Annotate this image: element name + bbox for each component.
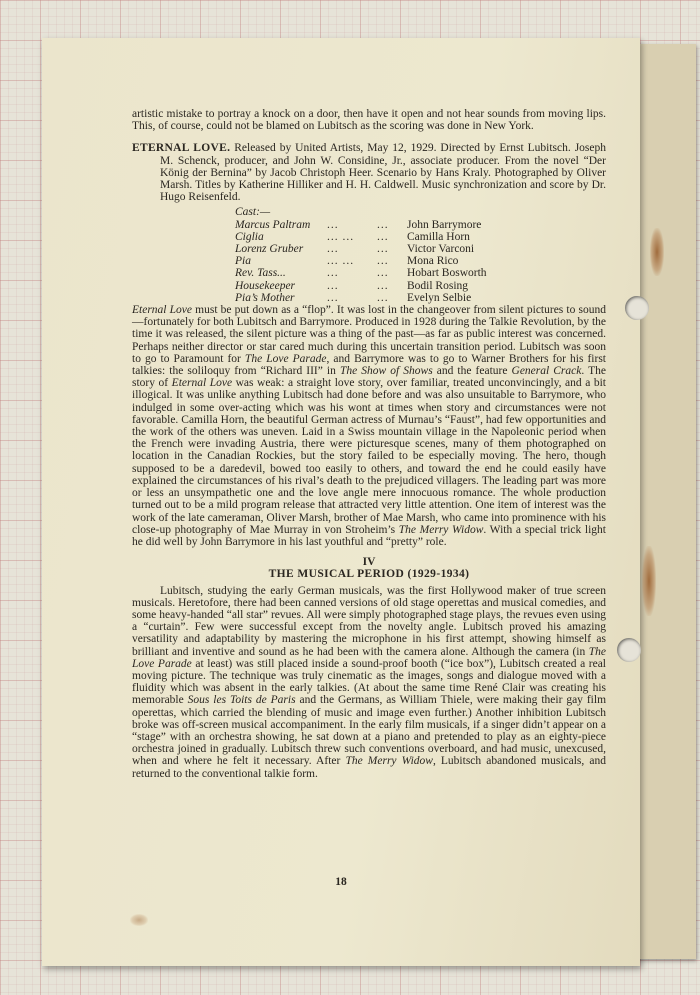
cast-row xyxy=(132,292,606,304)
cast-actor: Victor Varconi xyxy=(407,243,475,256)
cast-role: Lorenz Gruber xyxy=(235,243,304,256)
film-entry xyxy=(132,142,606,203)
cast-row xyxy=(132,243,606,255)
film-credits: Directed by Ernst Lubitsch. Joseph M. Schenck, producer, and John W. Considine, Jr., associate producer. From the novel “Der König der Bernina” by Jacob Christoph Heer. Scenario by Hans Kraly. Photographed by Oliver Marsh. Titles by Katherine Hilliker and H. H. Caldwell. Music synchronization and score by Dr. Hugo Reisenfeld. xyxy=(160,142,606,204)
cast-actor: Evelyn Selbie xyxy=(407,291,472,304)
book-page xyxy=(42,38,640,966)
cast-row xyxy=(132,280,606,292)
cast-label: Cast:— xyxy=(235,206,271,219)
cast-role: Ciglia xyxy=(235,230,264,243)
film-title: ETERNAL LOVE. xyxy=(132,142,231,155)
section-text: The Merry Widow xyxy=(345,755,433,768)
section-text: at least) was still placed inside a sound-proof booth (“ice box”), Lubitsch created a real moving picture. The technique was truly cinematic as the images, songs and dialogue moved with a fluidity which was absent in the early talkies. (At about the same time René Clair was creating his memorable xyxy=(132,657,606,707)
cast-row xyxy=(132,255,606,267)
punch-hole-bottom-left xyxy=(617,638,641,662)
review-text: . The story of xyxy=(132,365,606,390)
cast-leader-dots: ... xyxy=(377,230,389,243)
page-number: 18 xyxy=(335,876,347,888)
cast-list xyxy=(132,219,606,304)
cast-leader-dots: ... xyxy=(327,279,339,292)
cast-actor: John Barrymore xyxy=(407,218,482,231)
rust-stain-top xyxy=(650,228,664,276)
section-number: IV xyxy=(362,556,376,569)
cast-row xyxy=(132,267,606,279)
review-text: must be put down as a “flop”. It was lost in the changeover from silent pictures to sound—fortunately for both Lubitsch and Barrymore. Produced in 1928 during the Talkie Revolution, by the time it was released, the silent picture was a thing of the past—as far as public interest was concerned. Perhaps neither director or star cared much during this uncertain transition period. Lubitsch was soon to go to Paramount for xyxy=(132,304,606,365)
section-text: Sous les Toits de Paris xyxy=(187,694,296,707)
cast-row xyxy=(132,231,606,243)
cast-role: Pia xyxy=(235,255,251,268)
review-text: , and Barrymore was to go to Warner Brothers for his first talkies: the soliloquy from “Richard III” in xyxy=(132,352,606,378)
foxing-spot xyxy=(130,914,148,926)
top-paragraph: artistic mistake to portray a knock on a door, then have it open and not hear sounds from moving lips. This, of course, could not be blamed on Lubitsch as the scoring was done in New York. xyxy=(132,108,606,133)
cast-actor: Mona Rico xyxy=(407,255,459,268)
punch-hole-top-left xyxy=(625,296,649,320)
cast-leader-dots: ... xyxy=(377,255,389,268)
cast-actor: Camilla Horn xyxy=(407,230,470,243)
cast-role: Rev. Tass... xyxy=(235,267,286,280)
cast-leader-dots: ... xyxy=(327,291,339,304)
review-text: was weak: a straight love story, over familiar, treated unconvincingly, and a bit illogical. It was unlike anything Lubitsch had done before and was also unsuitable to Barrymore, who indulged in some over-acting which was his wont at times when story and circumstances were not favorable. Camilla Horn, the beautiful German actress of Murnau’s “Faust”, had few opportunities and the work of the others was uneven. Laid in a Swiss mountain village in the Napoleonic period when the French were invading Austria, there were picturesque scenes, many of them photographed on location in the Canadian Rockies, but the story failed to be especially moving. The hero, though supposed to be a daredevil, bowed too easily to others, and toward the end he could easily have explained the circumstances of his rival’s death to the prejudiced villagers. The leading part was more or less an unsympathetic one and the love angle mere innocuous romance. The whole production turned out to be a mild program release that attracted very little attention. One item of interest was the work of the late cameraman, Oliver Marsh, brother of Mae Marsh, who came into prominence with his close-up photography of Mae Murray in von Stroheim’s xyxy=(132,377,606,536)
review-paragraph xyxy=(132,304,606,548)
cast-leader-dots: ... xyxy=(377,243,389,256)
release-info: Released by United Artists, May 12, 1929. xyxy=(234,142,437,155)
cast-leader-dots: ... xyxy=(377,279,389,292)
rust-stain-bottom xyxy=(642,546,656,616)
cast-actor: Hobart Bosworth xyxy=(407,267,487,280)
cast-role: Housekeeper xyxy=(235,279,296,292)
section-paragraph xyxy=(132,585,606,780)
review-text: Eternal Love xyxy=(171,377,233,390)
review-text: Eternal Love xyxy=(132,304,192,317)
review-text: The Love Parade xyxy=(244,352,327,365)
section-text: The Love Parade xyxy=(132,645,606,670)
cast-leader-dots: ... ... xyxy=(327,255,355,268)
review-text: The Show of Shows xyxy=(339,365,433,378)
section-title: THE MUSICAL PERIOD (1929-1934) xyxy=(268,568,470,581)
cast-role: Marcus Paltram xyxy=(235,218,311,231)
review-text: and the feature xyxy=(432,365,512,378)
cast-leader-dots: ... xyxy=(327,243,339,256)
review-text: General Crack xyxy=(511,365,582,378)
cast-leader-dots: ... xyxy=(377,267,389,280)
cast-leader-dots: ... ... xyxy=(327,230,355,243)
cast-leader-dots: ... xyxy=(377,291,389,304)
review-text: . With a special trick light he did well by John Barrymore in his last youthful and “pretty” role. xyxy=(132,523,606,548)
section-text: Lubitsch, studying the early German musicals, was the first Hollywood maker of true screen musicals. Heretofore, there had been canned versions of old stage operettas and musical comedies, and some heavy-handed “all star” revues. All were simply photographed stage plays, the revues even using a “curtain”. Few were successful except from the novelty angle. Lubitsch proved his amazing versatility and adaptability by mastering the microphone in his first attempt, showing himself as brilliant and inventive and sound as he had been with the camera alone. Although the camera (in xyxy=(132,584,606,658)
cast-actor: Bodil Rosing xyxy=(407,279,469,292)
section-text: and the Germans, as William Thiele, were making their gay film operettas, which carried the blending of music and image even further.) Another inhibition Lubitsch broke was off-screen musical accompaniment. In the early film musicals, if a singer didn’t appear on a “stage” with an orchestra showing, he sat down at a piano and pretended to play as an eighty-piece orchestra joined in gradually. Lubitsch threw such conventions overboard, and had music, unexcused, when and where he felt it necessary. After xyxy=(132,694,607,768)
cast-leader-dots: ... xyxy=(377,218,389,231)
cast-leader-dots: ... xyxy=(327,218,339,231)
cast-row xyxy=(132,219,606,231)
cast-role: Pia’s Mother xyxy=(235,291,295,304)
review-text: The Merry Widow xyxy=(398,523,484,536)
cast-leader-dots: ... xyxy=(327,267,339,280)
section-text: , Lubitsch abandoned musicals, and returned to the conventional talkie form. xyxy=(132,755,606,780)
page-content xyxy=(132,108,606,780)
